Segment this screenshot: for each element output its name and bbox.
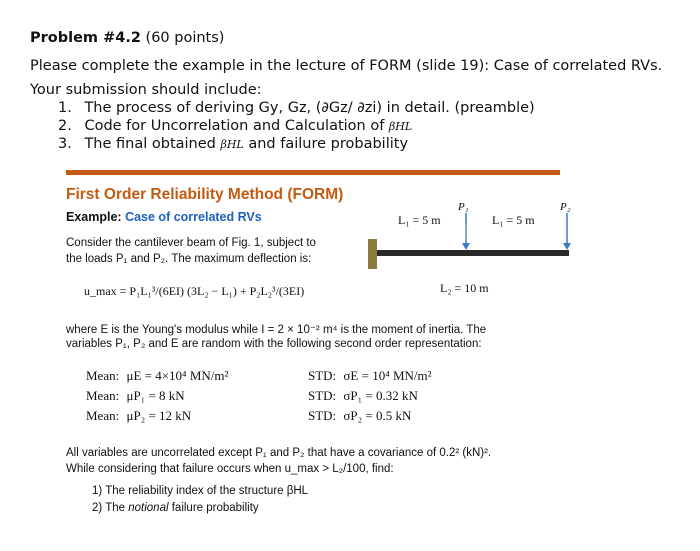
stat-std-p2: STD: σP₂ = 0.5 kN — [308, 408, 412, 423]
uncorrelated-line-1: All variables are uncorrelated except P₁ and P₂ that have a covariance of 0.2² (kN)². — [66, 447, 492, 459]
load-arrowhead-p2 — [563, 243, 571, 250]
uncorrelated-line-2: While considering that failure occurs when u_max > L₂/100, find: — [66, 463, 394, 475]
fixed-support — [368, 239, 377, 269]
stat-row-p1: Mean: μP₁ = 8 kN — [86, 388, 185, 403]
find-item-1: 1) The reliability index of the structure βHL — [92, 485, 309, 497]
consider-line-1: Consider the cantilever beam of Fig. 1, subject to — [66, 237, 316, 249]
l1-left-label: L₁ = 5 m — [398, 213, 441, 227]
problem-instruction: Please complete the example in the lecture of FORM (slide 19): Case of correlated RVs. — [30, 58, 663, 74]
l2-label: L₂ = 10 m — [440, 281, 489, 295]
problem-points: (60 points) — [145, 30, 225, 46]
stat-std-e: STD: σE = 10⁴ MN/m² — [308, 368, 432, 383]
beta-hl-symbol: βHL — [388, 120, 413, 133]
beam — [377, 250, 569, 256]
stat-row-e: Mean: μE = 4×10⁴ MN/m² — [86, 368, 229, 383]
load-arrowhead-p1 — [462, 243, 470, 250]
problem-title: Problem #4.2 — [30, 30, 141, 46]
where-line-2: variables P₁, P₂ and E are random with the following second order representation: — [66, 338, 482, 350]
p1-label: P₁ — [458, 201, 469, 213]
slide-divider — [66, 170, 560, 175]
submission-intro: Your submission should include: — [30, 82, 262, 98]
submission-item-3: 3. The final obtained βHL and failure probability — [58, 136, 409, 152]
slide-example-heading: Example: Case of correlated RVs — [66, 210, 262, 224]
submission-item-1: 1. The process of deriving Gy, Gz, (∂Gz/ ∂zi) in detail. (preamble) — [58, 100, 535, 116]
l1-right-label: L₁ = 5 m — [492, 213, 535, 227]
stat-row-p2: Mean: μP₂ = 12 kN — [86, 408, 192, 423]
stat-std-p1: STD: σP₁ = 0.32 kN — [308, 388, 418, 403]
slide-title: First Order Reliability Method (FORM) — [66, 186, 344, 203]
find-item-2: 2) The notional failure probability — [92, 502, 259, 514]
p2-label: P₂ — [560, 201, 571, 213]
beta-hl-symbol: βHL — [220, 138, 244, 151]
where-line-1: where E is the Young's modulus while I = 2 × 10⁻² m⁴ is the moment of inertia. The — [66, 324, 487, 336]
consider-line-2: the loads P₁ and P₂. The maximum deflection is: — [66, 253, 312, 265]
submission-item-2: 2. Code for Uncorrelation and Calculation of βHL — [58, 118, 413, 134]
problem-heading — [30, 30, 224, 46]
umax-formula: u_max = P₁L₁³/(6EI) (3L₂ − L₁) + P₂L₂³/(3EI) — [84, 284, 305, 298]
